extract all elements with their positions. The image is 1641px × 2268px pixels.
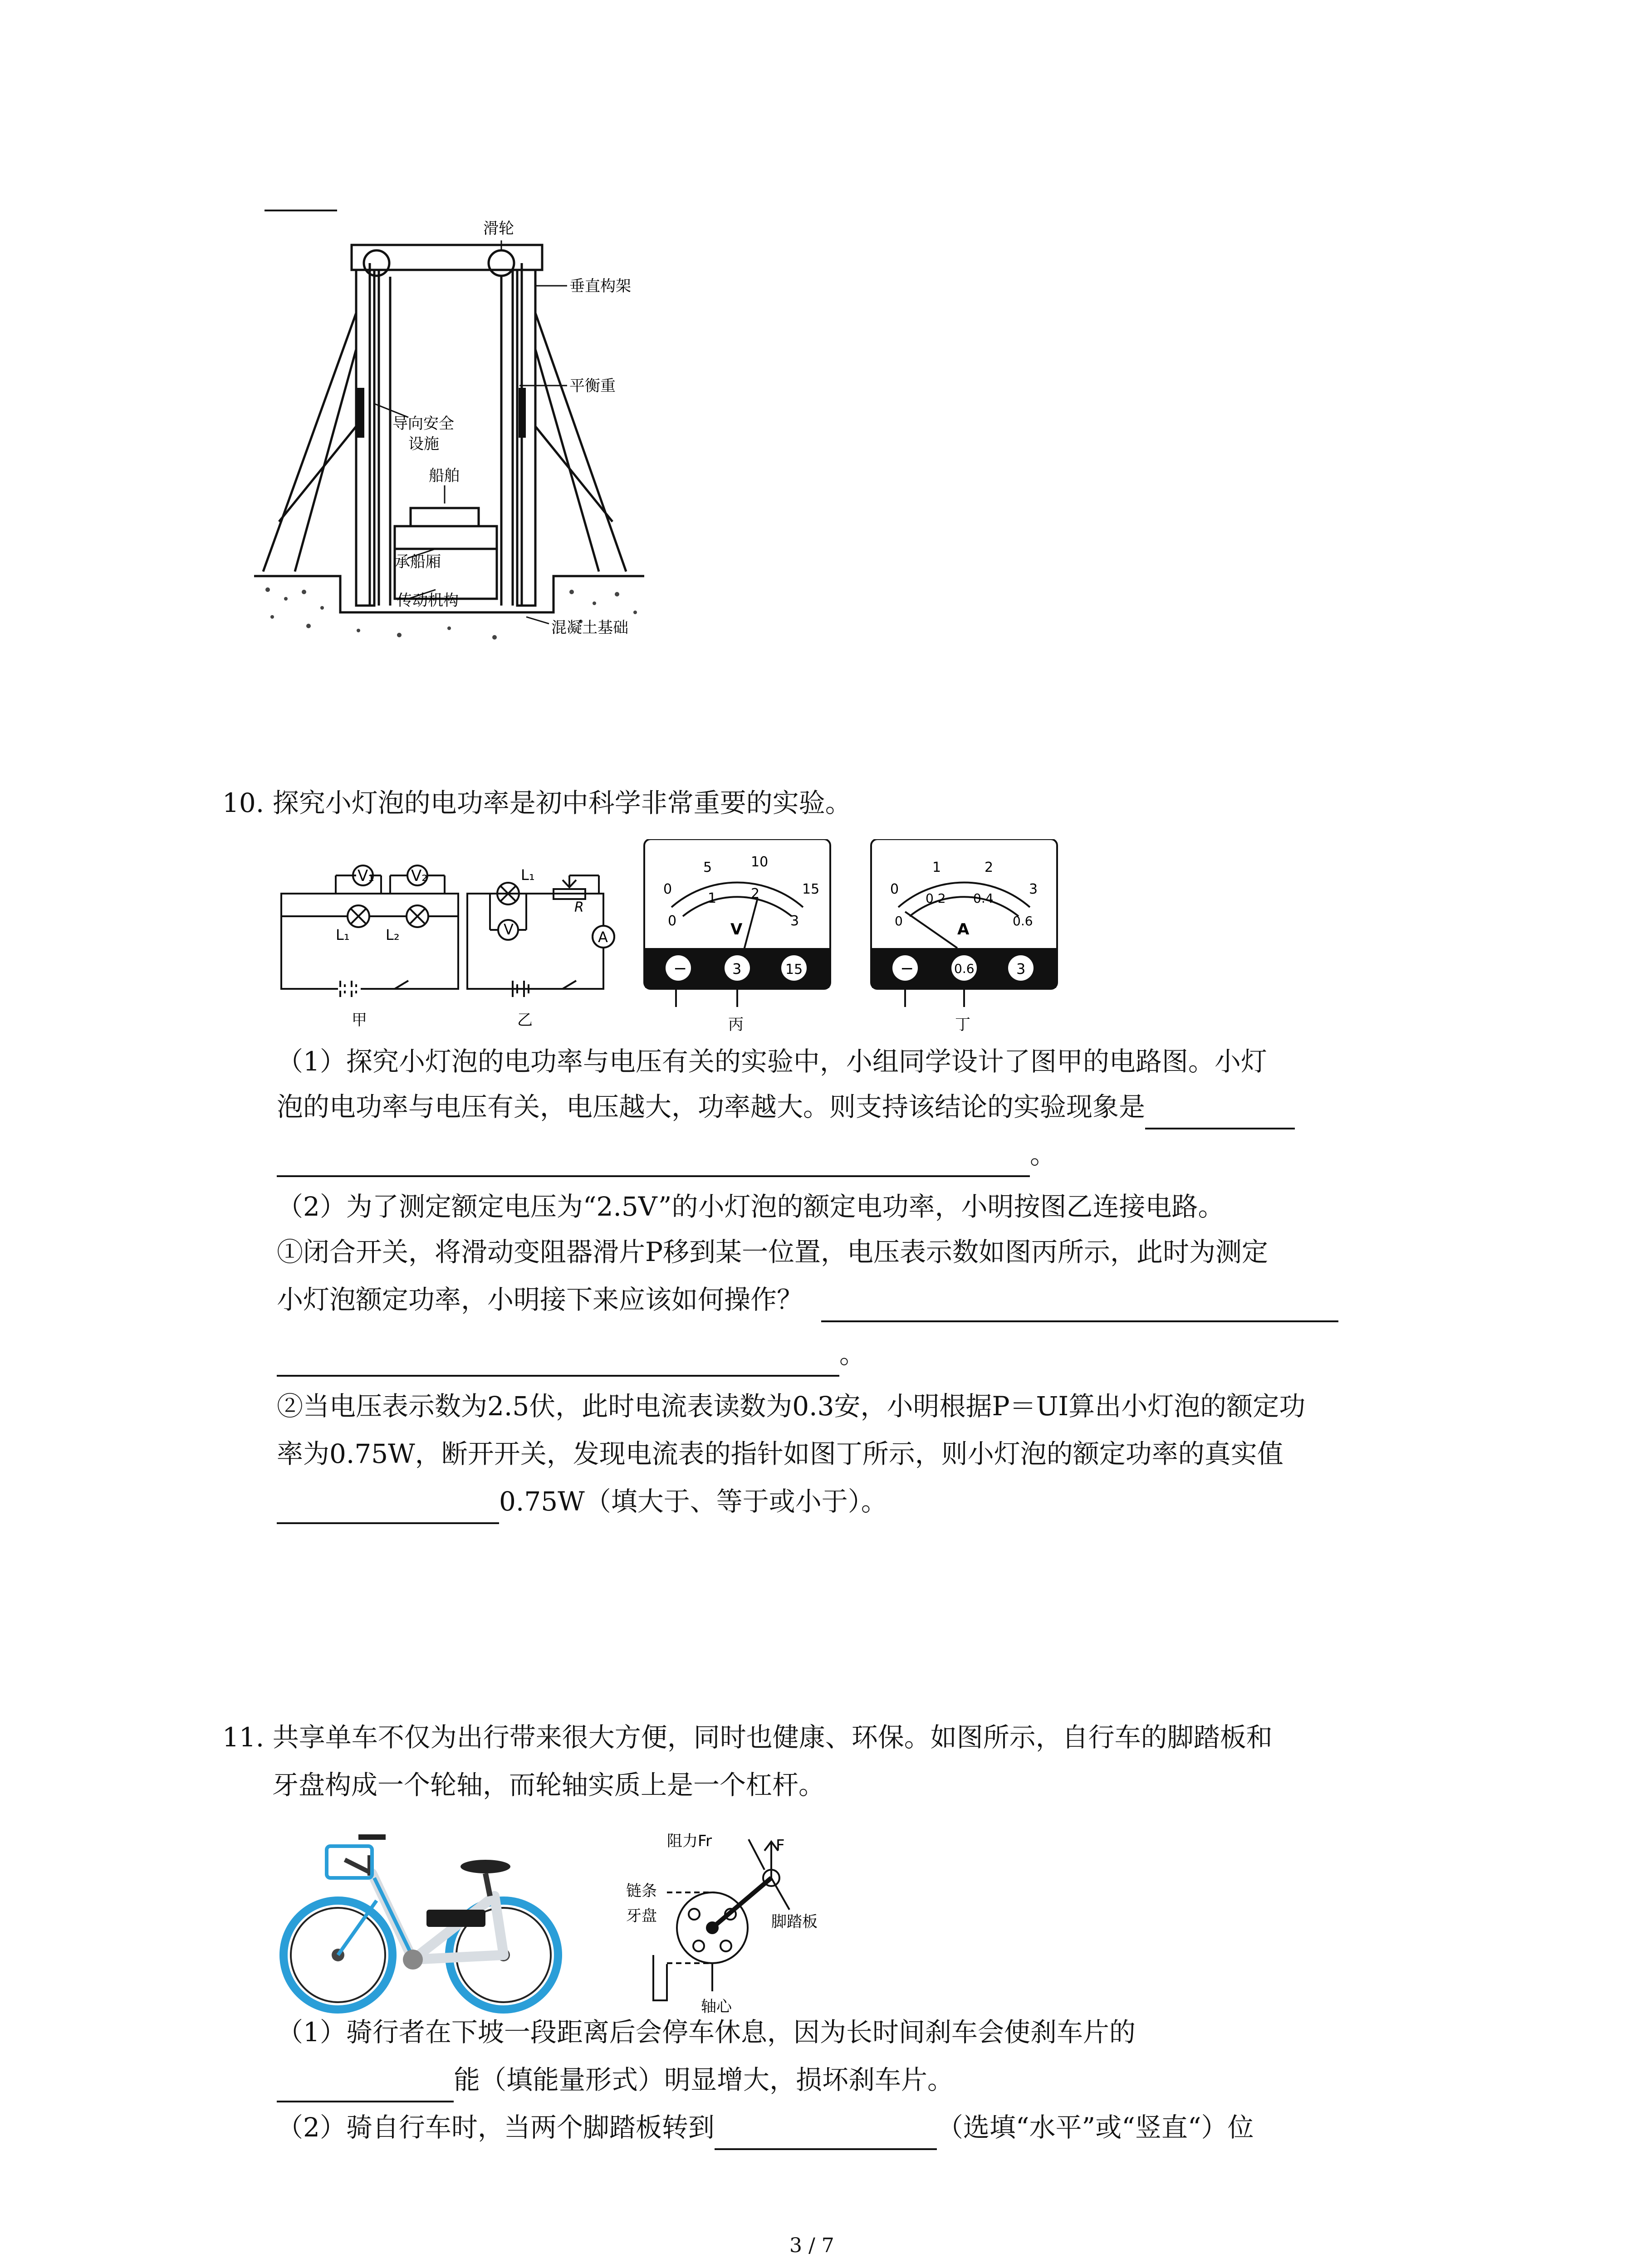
volt-top-0: 0 <box>663 881 672 897</box>
top-rule <box>265 210 337 211</box>
volt-bottom-3: 3 <box>790 913 799 929</box>
q11-stem-line2: 牙盘构成一个轮轴，而轮轴实质上是一个杠杆。 <box>272 1769 825 1800</box>
label-ship: 船舶 <box>429 467 460 485</box>
q10-p2-q1-line1: ①闭合开关，将滑动变阻器滑片P移到某一位置，电压表示数如图丙所示，此时为测定 <box>277 1237 1269 1267</box>
q11-p2-answer-blank[interactable] <box>715 2116 937 2150</box>
page-number: 3 / 7 <box>789 2234 834 2257</box>
amp-top-3: 3 <box>1029 881 1038 897</box>
ding-caption: 丁 <box>955 1016 970 1034</box>
q10-p2-q1-line3 <box>277 1331 866 1377</box>
q11-p2-line1-a: （2）骑自行车时，当两个脚踏板转到 <box>277 2112 715 2143</box>
bing-caption: 丙 <box>728 1016 744 1034</box>
amp-term-0: − <box>900 959 914 978</box>
yi-caption: 乙 <box>517 1011 533 1029</box>
q10-p2-q1-answer-blank-a[interactable] <box>821 1289 1338 1322</box>
label-chain: 链条 <box>626 1882 657 1900</box>
amp-bottom-0: 0 <box>895 914 903 929</box>
volt-term-1: 3 <box>732 960 742 978</box>
label-pedal: 脚踏板 <box>771 1913 818 1931</box>
jia-v2-label: V₂ <box>411 867 428 885</box>
amp-bottom-3: 0.6 <box>1013 914 1033 929</box>
label-counterweight: 平衡重 <box>569 377 616 395</box>
q10-p1-line2-text: 泡的电功率与电压有关，电压越大，功率越大。则支持该结论的实验现象是 <box>277 1091 1146 1122</box>
label-frame: 垂直构架 <box>569 277 631 295</box>
q10-p2-q1-end: 。 <box>839 1339 866 1369</box>
amp-bottom-2: 0.4 <box>973 891 994 906</box>
volt-bottom-1: 1 <box>708 890 717 906</box>
q10-stem <box>222 780 852 826</box>
counterweight-right <box>519 388 526 438</box>
amp-top-1: 1 <box>932 860 941 875</box>
q10-p2-q2-line3-text: 0.75W（填大于、等于或小于）。 <box>499 1486 887 1517</box>
amp-top-2: 2 <box>985 860 994 875</box>
yi-r-label: R <box>574 899 584 915</box>
pedal-diagram <box>653 1839 789 2000</box>
bicycle-picture <box>284 1837 558 2009</box>
volt-bottom-2: 2 <box>751 886 760 902</box>
q10-p2-q2-line2: 率为0.75W，断开开关，发现电流表的指针如图丁所示，则小灯泡的额定功率的真实值 <box>277 1438 1283 1469</box>
q11-number: 11. <box>222 1722 265 1753</box>
q10-p1-answer-blank-a[interactable] <box>1145 1096 1295 1129</box>
ship-lift-figure <box>254 213 671 649</box>
label-guide-1: 导向安全 <box>392 415 454 433</box>
yi-l1-label: L₁ <box>521 866 535 884</box>
volt-top-3: 15 <box>802 881 820 897</box>
q10-p2-q1-answer-blank-b[interactable] <box>277 1343 839 1377</box>
q10-p2-q1-line2-text: 小灯泡额定功率，小明接下来应该如何操作？ <box>277 1284 803 1315</box>
label-disc: 牙盘 <box>626 1907 657 1925</box>
ship-lift-drawing <box>254 213 671 649</box>
volt-top-1: 5 <box>703 860 712 875</box>
q10-p1-line2 <box>277 1084 1295 1129</box>
q10-p1-line1: （1）探究小灯泡的电功率与电压有关的实验中，小组同学设计了图甲的电路图。小灯 <box>277 1046 1267 1077</box>
q11-p1-answer-blank[interactable] <box>277 2069 454 2102</box>
label-resist: 阻力Fr <box>667 1832 712 1850</box>
label-force: F <box>776 1837 785 1855</box>
volt-term-2: 15 <box>785 962 803 978</box>
q10-p1-line3 <box>277 1132 1056 1177</box>
volt-unit: V <box>730 920 743 938</box>
q10-p2-q2-answer-blank[interactable] <box>277 1491 499 1524</box>
jia-v1-label: V₁ <box>358 867 374 885</box>
yi-v-label: V <box>504 921 514 938</box>
jia-caption: 甲 <box>352 1011 367 1029</box>
volt-top-2: 10 <box>751 854 769 870</box>
yi-a-label: A <box>598 929 608 946</box>
q11-stem-line1 <box>222 1715 1273 1760</box>
q11-p1-line2-text: 能（填能量形式）明显增大，损坏刹车片。 <box>454 2064 954 2095</box>
q10-p1-end: 。 <box>1030 1139 1057 1170</box>
counterweight-left <box>357 388 364 438</box>
q10-p2-q1-line2 <box>277 1277 1338 1322</box>
q10-number: 10. <box>222 787 265 818</box>
label-base: 混凝土基础 <box>551 619 628 637</box>
label-axle: 轴心 <box>701 1998 732 2016</box>
q11-stem-text-1: 共享单车不仅为出行带来很大方便，同时也健康、环保。如图所示，自行车的脚踏板和 <box>272 1722 1273 1753</box>
amp-term-2: 3 <box>1016 960 1026 978</box>
jia-l1-label: L₁ <box>336 926 350 943</box>
q10-p1-answer-blank-b[interactable] <box>277 1144 1030 1177</box>
label-pulley: 滑轮 <box>483 220 514 238</box>
jia-l2-label: L₂ <box>386 926 400 943</box>
q10-stem-text: 探究小灯泡的电功率是初中科学非常重要的实验。 <box>272 787 852 818</box>
q11-p1-line1: （1）骑行者在下坡一段距离后会停车休息，因为长时间刹车会使刹车片的 <box>277 2017 1136 2048</box>
amp-term-1: 0.6 <box>954 961 975 976</box>
amp-bottom-1: 0.2 <box>926 891 946 906</box>
amp-unit: A <box>957 920 970 938</box>
q10-figures <box>272 839 1089 1048</box>
q10-circuit-drawing <box>272 839 1089 1048</box>
q11-bike-drawing <box>277 1810 867 2023</box>
volt-term-0: − <box>673 959 687 978</box>
label-drive: 传动机构 <box>397 591 459 610</box>
label-guide-2: 设施 <box>408 435 439 453</box>
q11-figures <box>277 1810 867 2023</box>
q10-p2-q2-line3 <box>277 1479 887 1524</box>
label-cabin: 承船厢 <box>395 553 441 571</box>
q11-p2-line1-b: （选填“水平”或“竖直“）位 <box>936 2112 1254 2143</box>
q11-p1-line2 <box>277 2057 954 2102</box>
q10-p2-q2-line1: ②当电压表示数为2.5伏，此时电流表读数为0.3安，小明根据P＝UI算出小灯泡的额定功 <box>277 1391 1306 1422</box>
q10-p2-line1: （2）为了测定额定电压为“2.5V”的小灯泡的额定电功率，小明按图乙连接电路。 <box>277 1191 1225 1222</box>
q11-p2-line1 <box>277 2105 1254 2150</box>
amp-top-0: 0 <box>890 881 899 897</box>
volt-bottom-0: 0 <box>668 913 677 929</box>
